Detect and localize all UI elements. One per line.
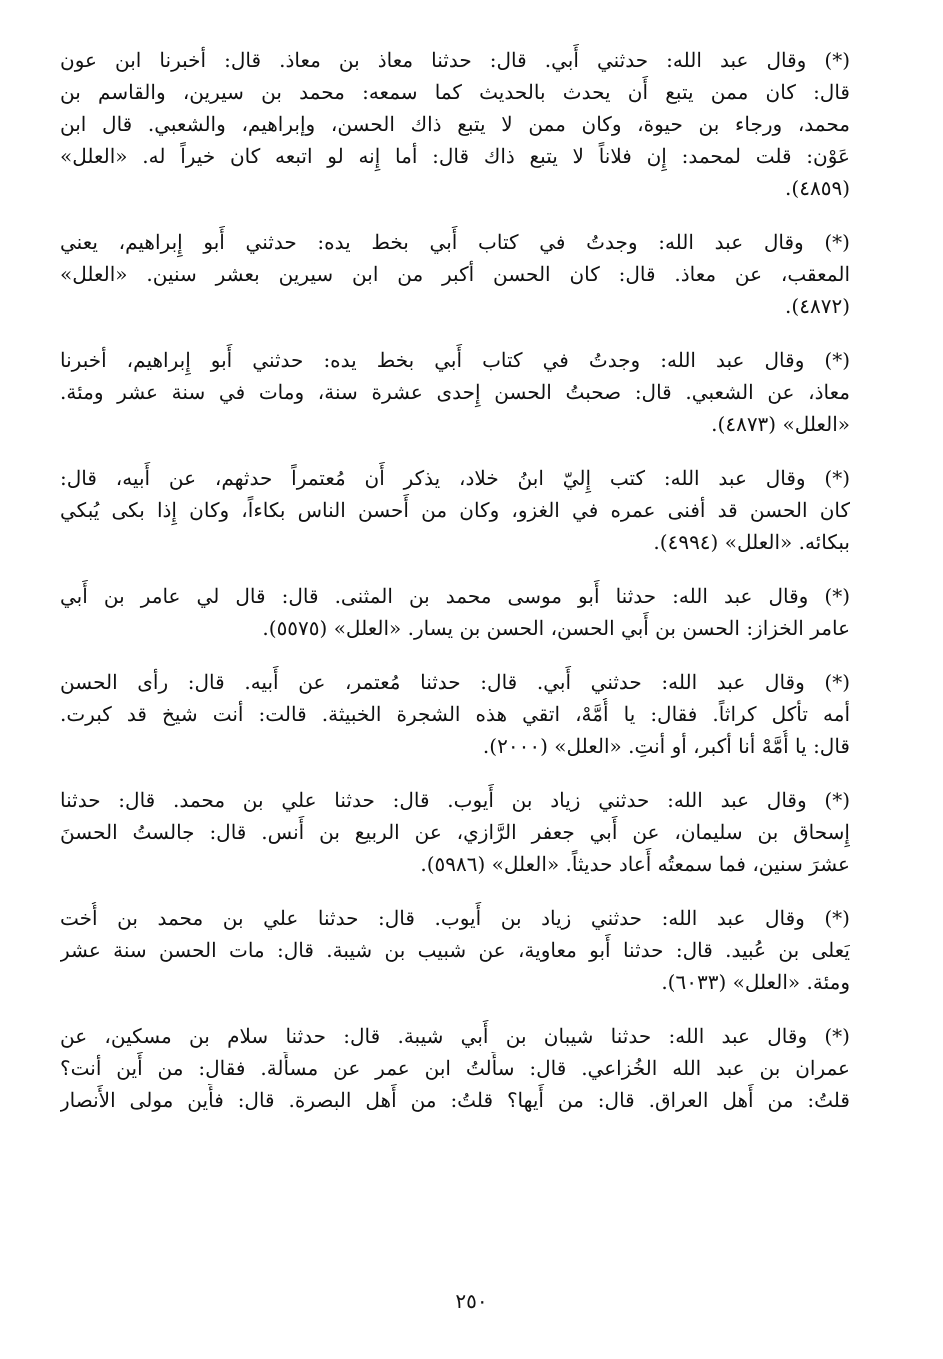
text-line: (٤٨٧٢). bbox=[785, 294, 850, 318]
paragraph-5 bbox=[60, 580, 850, 644]
text-line: يَعلى بن عُبيد. قال: حدثنا أَبو معاوية، عن شبيب بن شيبة. قال: مات الحسن سنة عشر bbox=[60, 938, 850, 962]
text-line: عشرَ سنين، فما سمعتُه أَعاد حديثاً. «العلل» (٥٩٨٦). bbox=[420, 852, 850, 876]
text-line: قلتُ: من أَهل العراق. قال: من أَيها؟ قلتُ: من أَهل البصرة. قال: فأَين مولى الأَنصار bbox=[60, 1088, 850, 1112]
text-line: عمران بن عبد الله الخُزاعي. قال: سأَلتُ ابن عمر عن مسأَلة. فقال: من أَين أنت؟ bbox=[60, 1056, 850, 1080]
text-line: المعقب، عن معاذ. قال: كان الحسن أكبر من ابن سيرين بعشر سنين. «العلل» bbox=[60, 262, 850, 286]
document-page bbox=[60, 44, 850, 1138]
text-line: معاذ، عن الشعبي. قال: صحبتُ الحسن إِحدى عشرة سنة، ومات في سنة عشر ومئة. bbox=[60, 380, 850, 404]
text-line: (٤٨٥٩). bbox=[785, 176, 850, 200]
paragraph-3 bbox=[60, 344, 850, 440]
text-line: كان الحسن قد أفنى عمره في الغزو، وكان من أَحسن الناس بكاءاً، وكان إِذا بكى يُبكي bbox=[60, 498, 850, 522]
text-line: (*) وقال عبد الله: وجدتُ في كتاب أَبي بخط يده: حدثني أَبو إِبراهيم، يعني bbox=[60, 230, 850, 254]
paragraph-2 bbox=[60, 226, 850, 322]
text-line: محمد، ورجاء بن حيوة، وكان ممن لا يتبع ذاك الحسن، وإبراهيم، والشعبي. قال ابن bbox=[60, 112, 850, 136]
paragraph-1 bbox=[60, 44, 850, 204]
paragraph-4 bbox=[60, 462, 850, 558]
paragraph-7 bbox=[60, 784, 850, 880]
page-number: ٢٥٠ bbox=[455, 1289, 488, 1313]
text-line: (*) وقال عبد الله: حدثنا أَبو موسى محمد بن المثنى. قال: قال لي عامر بن أَبي bbox=[60, 584, 850, 608]
text-line: عَوْن: قلت لمحمد: إِن فلاناً لا يتبع ذاك قال: أما إِنه لو اتبعه كان خيراً له. «العلل» bbox=[60, 144, 850, 168]
text-line: ومئة. «العلل» (٦٠٣٣). bbox=[661, 970, 850, 994]
text-line: (*) وقال عبد الله: كتب إِليّ ابنُ خلاد، يذكر أَن مُعتمراً حدثهم، عن أَبيه، قال: bbox=[60, 466, 850, 490]
paragraph-8 bbox=[60, 902, 850, 998]
text-line: ببكائه. «العلل» (٤٩٩٤). bbox=[653, 530, 850, 554]
text-line: (*) وقال عبد الله: حدثني زياد بن أَيوب. قال: حدثنا علي بن محمد بن أُخت bbox=[60, 906, 850, 930]
text-line: (*) وقال عبد الله: حدثنا شيبان بن أَبي شيبة. قال: حدثنا سلام بن مسكين، عن bbox=[60, 1024, 850, 1048]
paragraph-6 bbox=[60, 666, 850, 762]
text-line: إِسحاق بن سليمان، عن أَبي جعفر الرَّازي، عن الربيع بن أَنس. قال: جالستُ الحسنَ bbox=[60, 820, 850, 844]
text-line: عامر الخزاز: الحسن بن أَبي الحسن، الحسن بن يسار. «العلل» (٥٥٧٥). bbox=[262, 616, 850, 640]
text-line: قال: كان ممن يتبع أَن يحدث بالحديث كما سمعه: محمد بن سيرين، والقاسم بن bbox=[60, 80, 850, 104]
paragraph-9 bbox=[60, 1020, 850, 1116]
text-line: (*) وقال عبد الله: حدثني زياد بن أَيوب. قال: حدثنا علي بن محمد. قال: حدثنا bbox=[60, 788, 850, 812]
text-line: (*) وقال عبد الله: وجدتُ في كتاب أَبي بخط يده: حدثني أَبو إِبراهيم، أخبرنا bbox=[60, 348, 850, 372]
text-line: (*) وقال عبد الله: حدثني أَبي. قال: حدثنا معاذ بن معاذ. قال: أخبرنا ابن عون bbox=[60, 48, 850, 72]
text-line: (*) وقال عبد الله: حدثني أَبي. قال: حدثنا مُعتمر، عن أَبيه. قال: رأى الحسن bbox=[60, 670, 850, 694]
text-line: «العلل» (٤٨٧٣). bbox=[711, 412, 850, 436]
text-line: أمه تأكل كراثاً. فقال: يا أُمَّهْ، اتقي هذه الشجرة الخبيثة. قالت: أنت شيخ قد كبرت. bbox=[60, 702, 850, 726]
text-line: قال: يا أُمَّهْ أنا أكبر، أو أنتِ. «العلل» (٢٠٠٠). bbox=[482, 734, 850, 758]
